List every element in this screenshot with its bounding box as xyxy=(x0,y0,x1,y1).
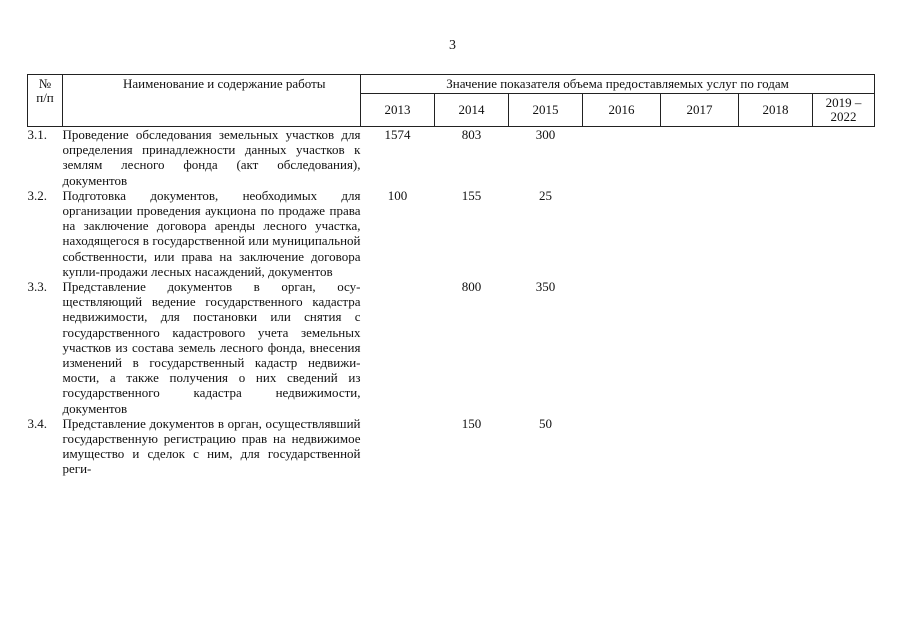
row-value: 100 xyxy=(387,187,408,203)
header-year: 2019 – 2022 xyxy=(813,94,875,127)
header-year: 2016 xyxy=(583,94,661,127)
header-year: 2015 xyxy=(509,94,583,127)
row-value xyxy=(739,416,813,477)
row-value: 1574 xyxy=(384,127,411,142)
row-number: 3.3. xyxy=(27,279,47,295)
row-value: 150 xyxy=(461,415,482,431)
row-value xyxy=(661,127,739,188)
header-year: 2017 xyxy=(661,94,739,127)
table-row xyxy=(28,188,875,279)
table-row xyxy=(28,279,875,416)
row-description: Подготовка документов, необходимых для организации проведения аукциона по продаже права на заключение договора аренды лесного участка, находящегося в государственной или муниципальной собственности, или права на заключение договора купли-продажи лесных насаждений, документов xyxy=(62,187,361,279)
header-year: 2018 xyxy=(739,94,813,127)
table-header xyxy=(28,75,875,127)
row-value xyxy=(739,188,813,279)
row-value xyxy=(583,127,661,188)
row-value xyxy=(661,188,739,279)
row-value: 155 xyxy=(461,187,482,203)
page-number: 3 xyxy=(449,38,456,53)
row-number: 3.4. xyxy=(27,415,47,431)
row-description: Проведение обследования земельных участков для определения принадлежности данных участков к землям лесного фонда (акт обследования), документов xyxy=(62,127,361,188)
row-value xyxy=(813,188,875,279)
row-value: 50 xyxy=(539,415,552,431)
header-num: № п/п xyxy=(28,75,63,127)
header-year: 2013 xyxy=(361,94,435,127)
row-number: 3.2. xyxy=(27,187,47,203)
row-value xyxy=(661,416,739,477)
row-value xyxy=(583,279,661,416)
row-value xyxy=(583,188,661,279)
table-row xyxy=(28,416,875,477)
row-description: Представление документов в орган, осуществляющий ведение государственного кадастра недвижимости, для постановки или снятия с государственного кадастрового учета земельных участков из состава земель лесного фонда, внесения изменений в государственный кадастр недвижимости, а также получения о них сведений из государственного кадастра недвижимости, документов xyxy=(62,279,361,416)
services-table xyxy=(27,74,875,477)
row-value: 350 xyxy=(535,279,556,295)
row-value xyxy=(583,416,661,477)
header-values: Значение показателя объема предоставляемых услуг по годам xyxy=(361,75,875,94)
row-number: 3.1. xyxy=(27,127,47,142)
row-value: 300 xyxy=(535,127,556,142)
row-value xyxy=(661,279,739,416)
row-value xyxy=(813,279,875,416)
table-body xyxy=(28,127,875,477)
row-value xyxy=(813,127,875,188)
header-year: 2014 xyxy=(435,94,509,127)
header-name: Наименование и содержание работы xyxy=(63,75,361,127)
row-value: 800 xyxy=(461,279,482,295)
row-value xyxy=(739,127,813,188)
row-value xyxy=(739,279,813,416)
row-value: 25 xyxy=(539,187,552,203)
row-description: Представление документов в орган, осуществлявший государственную регистрацию прав на недвижимое имущество и сделок с ним, для государственной реги- xyxy=(62,415,361,477)
row-value: 803 xyxy=(461,127,482,142)
row-value xyxy=(361,416,435,477)
row-value xyxy=(813,416,875,477)
row-value xyxy=(361,279,435,416)
table-row xyxy=(28,127,875,188)
